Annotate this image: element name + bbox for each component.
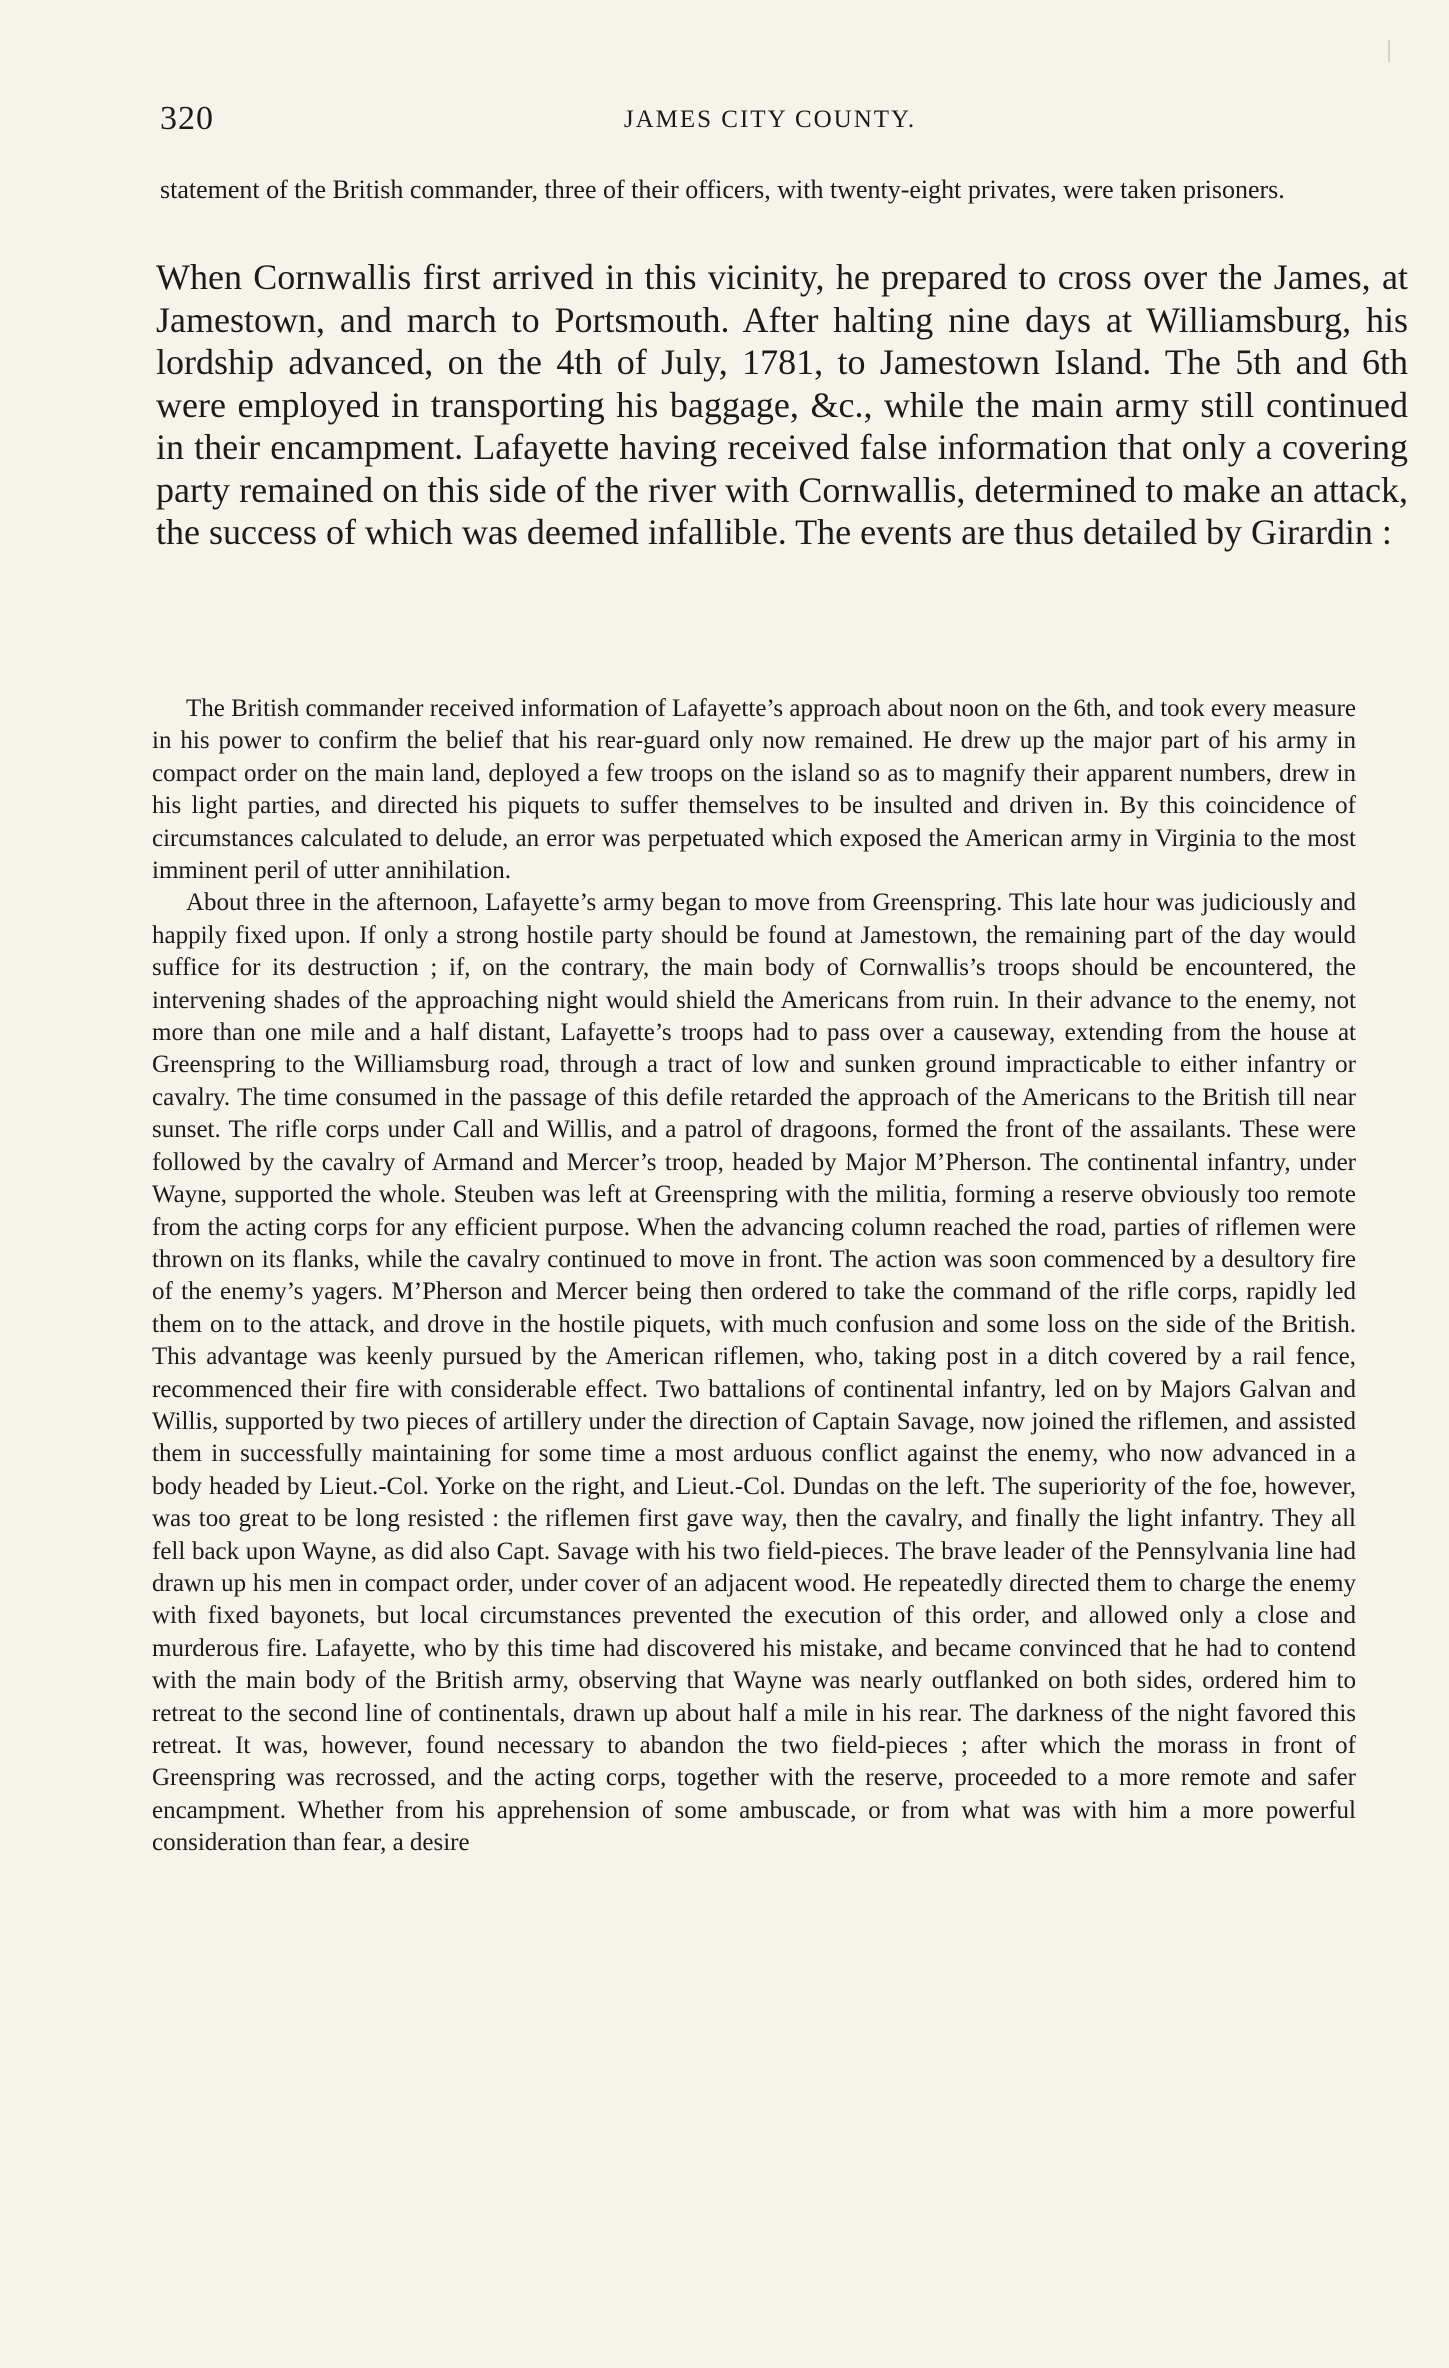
block-quote xyxy=(152,693,1356,1860)
running-head: JAMES CITY COUNTY. xyxy=(623,106,917,133)
page-header xyxy=(160,100,1380,148)
page-speck xyxy=(1388,40,1390,62)
quote-paragraph-1: The British commander received information of Lafayette’s approach about noon on the 6th, and took every measure in his power to confirm the belief that his rear-guard only now remained. He drew up the major part of his army in compact order on the main land, deployed a few troops on the island so as to magnify their apparent numbers, drew in his light parties, and directed his piquets to suffer themselves to be insulted and driven in. By this coincidence of circumstances calculated to delude, an error was perpetuated which exposed the American army in Virginia to the most imminent peril of utter annihilation. xyxy=(152,695,1356,885)
continuation-paragraph: statement of the British commander, three of their officers, with twenty-eight privates, were taken prisoners. xyxy=(160,175,1285,204)
main-paragraph: When Cornwallis first arrived in this vicinity, he prepared to cross over the James, at Jamestown, and march to Portsmouth. After halting nine days at Williamsburg, his lordship advanced, on the 4th of July, 1781, to Jamestown Island. The 5th and 6th were employed in transporting his baggage, &c., while the main army still continued in their encampment. Lafayette having received false information that only a covering party remained on this side of the river with Cornwallis, determined to make an attack, the success of which was deemed infallible. The events are thus detailed by Girardin : xyxy=(156,257,1408,552)
page-number: 320 xyxy=(160,100,214,137)
quote-paragraph-2: About three in the afternoon, Lafayette’s army began to move from Greenspring. This late hour was judiciously and happily fixed upon. If only a strong hostile party should be found at Jamestown, the remaining part of the day would suffice for its destruction ; if, on the contrary, the main body of Cornwallis’s troops should be encountered, the intervening shades of the approaching night would shield the Americans from ruin. In their advance to the enemy, not more than one mile and a half distant, Lafayette’s troops had to pass over a causeway, extending from the house at Greenspring to the Williamsburg road, through a tract of low and sunken ground impracticable to either infantry or cavalry. The time consumed in the passage of this defile retarded the approach of the Americans to the British till near sunset. The rifle corps under Call and Willis, and a patrol of dragoons, formed the front of the assailants. These were followed by the cavalry of Armand and Mercer’s troop, headed by Major M’Pherson. The continental infantry, under Wayne, supported the whole. Steuben was left at Greenspring with the militia, forming a reserve obviously too remote from the acting corps for any efficient purpose. When the advancing column reached the road, parties of riflemen were thrown on its flanks, while the cavalry continued to move in front. The action was soon commenced by a desultory fire of the enemy’s yagers. M’Pherson and Mercer being then ordered to take the command of the rifle corps, rapidly led them on to the attack, and drove in the hostile piquets, with much confusion and some loss on the side of the British. This advantage was keenly pursued by the American riflemen, who, taking post in a ditch covered by a rail fence, recommenced their fire with considerable effect. Two battalions of continental infantry, led on by Majors Galvan and Willis, supported by two pieces of artillery under the direction of Captain Savage, now joined the riflemen, and assisted them in successfully maintaining for some time a most arduous conflict against the enemy, who now advanced in a body headed by Lieut.-Col. Yorke on the right, and Lieut.-Col. Dundas on the left. The superiority of the foe, however, was too great to be long resisted : the riflemen first gave way, then the cavalry, and finally the light infantry. They all fell back upon Wayne, as did also Capt. Savage with his two field-pieces. The brave leader of the Pennsylvania line had drawn up his men in compact order, under cover of an adjacent wood. He repeatedly directed them to charge the enemy with fixed bayonets, but local circumstances prevented the execution of this order, and allowed only a close and murderous fire. Lafayette, who by this time had discovered his mistake, and became convinced that he had to contend with the main body of the British army, observing that Wayne was nearly outflanked on both sides, ordered him to retreat to the second line of continentals, drawn up about half a mile in his rear. The darkness of the night favored this retreat. It was, however, found necessary to abandon the two field-pieces ; after which the morass in front of Greenspring was recrossed, and the acting corps, together with the reserve, proceeded to a more remote and safer encampment. Whether from his apprehension of some ambuscade, or from what was with him a more powerful consideration than fear, a desire xyxy=(152,889,1356,1857)
